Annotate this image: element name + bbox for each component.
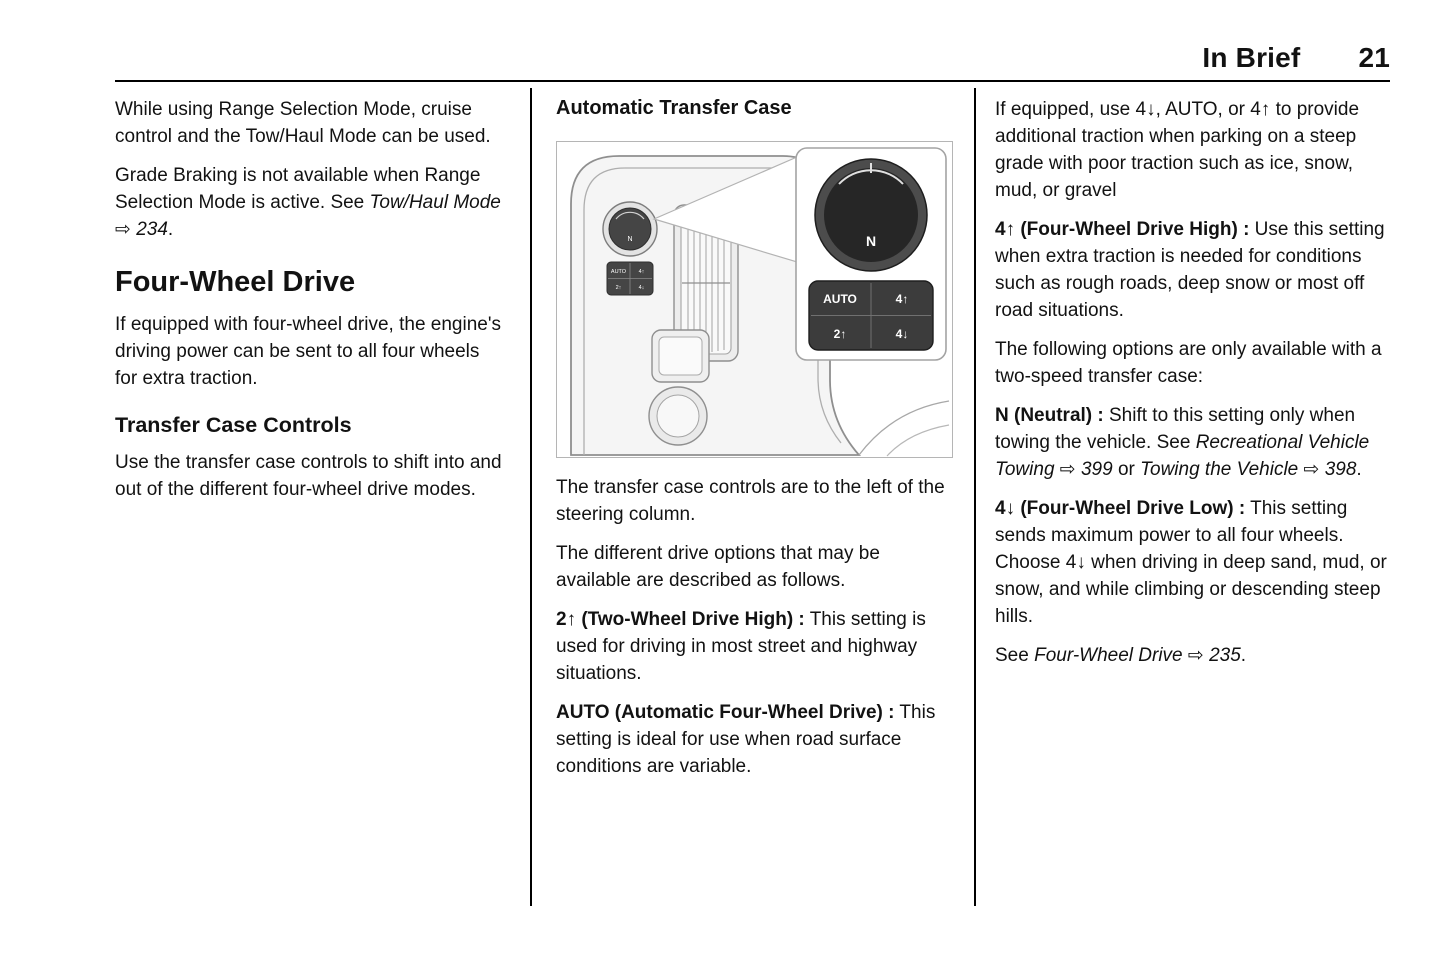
text-run: . xyxy=(1240,645,1247,666)
small-button-2high: 2↑ xyxy=(615,285,622,291)
item-label: 2↑ (Two-Wheel Drive High) : xyxy=(556,609,805,630)
column-divider-1 xyxy=(530,88,532,906)
item-four-wheel-drive-high xyxy=(995,216,1393,324)
column-middle xyxy=(556,96,954,792)
cross-reference-towhaul: Tow/Haul Mode ⇨ 234 xyxy=(115,192,501,240)
paragraph-see-four-wheel-drive xyxy=(995,642,1393,669)
item-neutral xyxy=(995,402,1393,483)
column-right xyxy=(995,96,1393,681)
heading-four-wheel-drive: Four-Wheel Drive xyxy=(115,266,356,298)
text-run: Use this setting when extra traction is needed for conditions such as rough roads, deep snow or most off road situations. xyxy=(995,219,1385,321)
item-four-wheel-drive-low xyxy=(995,495,1393,630)
page-header xyxy=(1202,42,1390,74)
item-auto-four-wheel-drive xyxy=(556,699,954,780)
page-number: 21 xyxy=(1358,42,1390,73)
cross-reference-four-wheel-drive: Four-Wheel Drive ⇨ 235 xyxy=(1034,645,1241,666)
section-title: In Brief xyxy=(1202,42,1301,73)
column-divider-2 xyxy=(974,88,976,906)
small-button-4high: 4↑ xyxy=(638,269,645,275)
text-run: . xyxy=(1356,459,1362,480)
header-rule xyxy=(115,80,1390,82)
dash-round-control xyxy=(649,387,707,445)
paragraph-transfer-case-use: Use the transfer case controls to shift into and out of the different four-wheel drive modes. xyxy=(115,452,502,500)
paragraph-grade-braking xyxy=(115,162,505,243)
small-button-4low: 4↓ xyxy=(638,285,645,291)
dash-lower-panel xyxy=(652,330,709,382)
callout-inset xyxy=(796,148,946,360)
transfer-case-control-small xyxy=(603,202,657,295)
button-4-high: 4↑ xyxy=(895,292,909,306)
item-label: N (Neutral) : xyxy=(995,405,1104,426)
knob-label-neutral: N xyxy=(865,233,877,249)
subheading-transfer-case-controls: Transfer Case Controls xyxy=(115,413,352,437)
steering-column-line-2 xyxy=(887,425,949,456)
cross-reference-rv-towing: Recreational Vehicle Towing ⇨ 399 xyxy=(995,432,1370,480)
text-run: Shift to this setting only when towing the vehicle. See xyxy=(995,405,1356,453)
text-run: or xyxy=(1112,459,1141,480)
text-run: This setting sends maximum power to all four wheels. Choose 4↓ when driving in deep sand, mud, or snow, and while climbing or descending steep hills. xyxy=(995,498,1387,627)
paragraph-if-equipped: If equipped, use 4↓, AUTO, or 4↑ to provide additional traction when parking on a steep grade with poor traction such as ice, snow, mud, or gravel xyxy=(995,99,1360,201)
paragraph-four-wheel-intro: If equipped with four-wheel drive, the engine's driving power can be sent to all four wheels for extra traction. xyxy=(115,314,501,389)
text-run: This setting is ideal for use when road surface conditions are variable. xyxy=(556,702,936,777)
column-left xyxy=(115,96,505,515)
paragraph-drive-options: The different drive options that may be available are described as follows. xyxy=(556,543,880,591)
text-run: . xyxy=(167,219,174,240)
text-run: Grade Braking is not available when Range Selection Mode is active. See xyxy=(115,165,481,213)
text-run: This setting is used for driving in most street and highway situations. xyxy=(556,609,926,684)
transfer-case-illustration xyxy=(557,142,952,457)
item-label: 4↑ (Four-Wheel Drive High) : xyxy=(995,219,1250,240)
text-run: See xyxy=(995,645,1035,666)
paragraph-controls-location: The transfer case controls are to the left of the steering column. xyxy=(556,477,945,525)
item-label: AUTO (Automatic Four-Wheel Drive) : xyxy=(556,702,895,723)
transfer-case-figure xyxy=(556,141,953,458)
item-two-wheel-drive-high xyxy=(556,606,954,687)
button-4-low: 4↓ xyxy=(895,327,909,341)
small-button-auto: AUTO xyxy=(610,269,627,275)
paragraph-range-selection: While using Range Selection Mode, cruise control and the Tow/Haul Mode can be used. xyxy=(115,99,491,147)
paragraph-two-speed-options: The following options are only available with a two-speed transfer case: xyxy=(995,339,1382,387)
item-label: 4↓ (Four-Wheel Drive Low) : xyxy=(995,498,1246,519)
button-auto: AUTO xyxy=(823,292,857,306)
figure-caption-automatic-transfer-case: Automatic Transfer Case xyxy=(556,97,792,119)
small-knob-label: N xyxy=(627,236,633,243)
cross-reference-towing-vehicle: Towing the Vehicle ⇨ 398 xyxy=(1140,459,1357,480)
button-2-high: 2↑ xyxy=(833,327,847,341)
